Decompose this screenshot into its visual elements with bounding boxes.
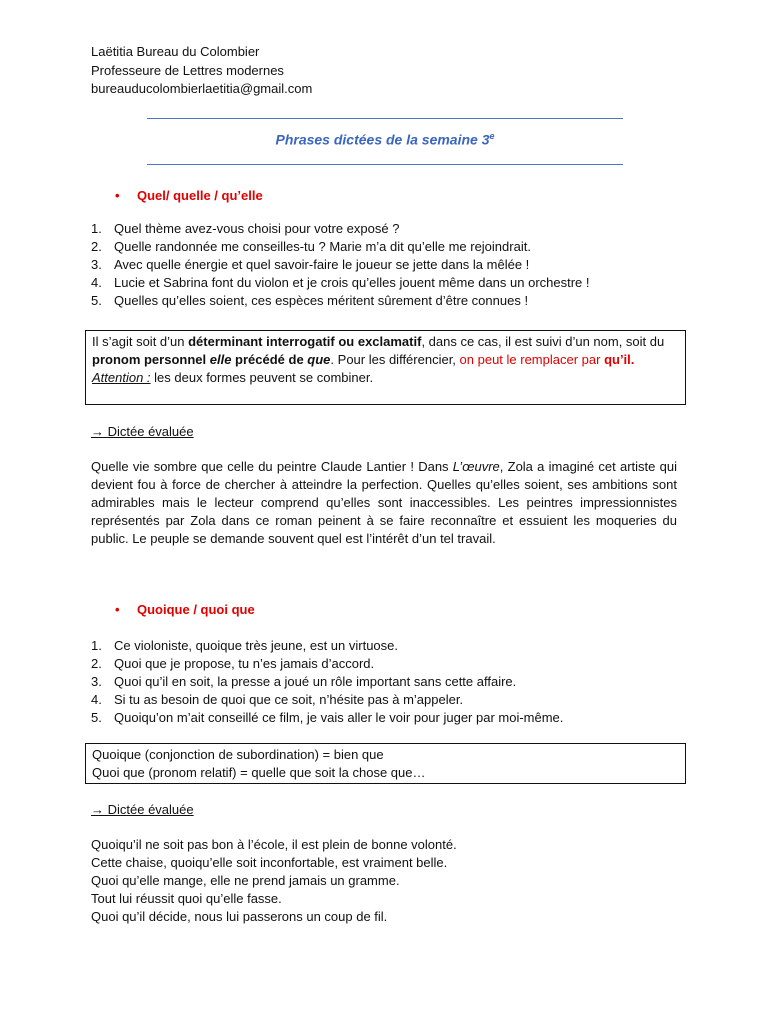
box-bold: précédé de [231,352,308,367]
bullet-icon: • [115,188,120,203]
title-rule-bottom [147,164,623,165]
eval-label-text: → Dictée évaluée [91,424,194,439]
author-role: Professeure de Lettres modernes [91,62,284,78]
list-text: Quelles qu’elles soient, ces espèces méritent sûrement d’être connues ! [114,293,529,308]
list-item [91,709,563,727]
section2-dictation [91,836,457,926]
dictation-text: , Zola a imaginé cet artiste qui devient fou à force de chercher à atteindre la perfection. Quelles qu’elles soient, ses ambitions sont admirables mais le lecteur comprend qu’elles sont inaccessibles. Les peintres impressionnistes représentés par Zola dans ce roman peinent à se faire reconnaître et essuient les moqueries du public. Le peuple se demande souvent quel est l’intérêt d’un tel travail. [91,459,677,546]
dictation-line: Cette chaise, quoiqu’elle soit inconfortable, est vraiment belle. [91,855,448,870]
list-item [91,238,590,256]
section1-heading-text: Quel/ quelle / qu’elle [137,188,263,203]
dictation-line: Quoi qu’il décide, nous lui passerons un coup de fil. [91,909,388,924]
box-text: Il s’agit soit d’un [92,334,189,349]
section2-heading-text: Quoique / quoi que [137,602,255,617]
list-number: 5. [91,710,102,725]
dictation-work-title: L’œuvre [452,459,500,474]
list-text: Quelle randonnée me conseilles-tu ? Marie m’a dit qu’elle me rejoindrait. [114,239,531,254]
section1-list [91,220,590,310]
list-item [91,691,563,709]
dictation-line: Tout lui réussit quoi qu’elle fasse. [91,891,282,906]
box-red-text: on peut le remplacer par [459,352,605,367]
list-item [91,673,563,691]
list-number: 2. [91,656,102,671]
list-number: 3. [91,674,102,689]
list-text: Si tu as besoin de quoi que ce soit, n’hésite pas à m’appeler. [114,692,464,707]
page-title [147,131,623,148]
box-text: , dans ce cas, il est suivi d’un nom, soit du [421,334,665,349]
list-number: 4. [91,692,102,707]
dictation-line: Quoi qu’elle mange, elle ne prend jamais un gramme. [91,873,400,888]
box-bold-italic: que [307,352,331,367]
list-number: 1. [91,221,102,236]
section2-eval-label [91,802,194,817]
box-bold-italic: elle [209,352,232,367]
list-item [91,256,590,274]
page-title-text: Phrases dictées de la semaine 3 [275,131,490,148]
dictation-line: Quoiqu’il ne soit pas bon à l’école, il est plein de bonne volonté. [91,837,457,852]
list-item [91,220,590,238]
list-text: Quoiqu’on m’ait conseillé ce film, je vais aller le voir pour juger par moi-même. [114,710,564,725]
list-number: 2. [91,239,102,254]
list-item [91,655,563,673]
list-text: Quoi que je propose, tu n’es jamais d’accord. [114,656,375,671]
list-item [91,637,563,655]
rule-box-quel [85,330,686,405]
box-red-bold: qu’il. [604,352,635,367]
list-text: Quel thème avez-vous choisi pour votre exposé ? [114,221,400,236]
page-title-sup: e [489,131,495,141]
box-bold: pronom personnel [92,352,210,367]
list-number: 3. [91,257,102,272]
box-text: les deux formes peuvent se combiner. [150,370,374,385]
bullet-icon: • [115,602,120,617]
list-text: Lucie et Sabrina font du violon et je crois qu’elles jouent même dans un orchestre ! [114,275,590,290]
title-rule-top [147,118,623,119]
rule-box-quoique [85,743,686,784]
section1-eval-label [91,424,194,439]
section2-heading [115,602,255,617]
box-text: . Pour les différencier, [330,352,460,367]
list-number: 1. [91,638,102,653]
dictation-text: Quelle vie sombre que celle du peintre Claude Lantier ! Dans [91,459,453,474]
box-bold: déterminant interrogatif ou exclamatif [188,334,422,349]
eval-label-text: → Dictée évaluée [91,802,194,817]
section2-list [91,637,563,727]
list-text: Quoi qu’il en soit, la presse a joué un rôle important sans cette affaire. [114,674,517,689]
box-line: Quoique (conjonction de subordination) = bien que [92,747,384,762]
list-number: 5. [91,293,102,308]
section1-dictation [91,458,677,548]
list-text: Avec quelle énergie et quel savoir-faire le joueur se jette dans la mêlée ! [114,257,530,272]
author-block [91,43,312,99]
author-name: Laëtitia Bureau du Colombier [91,44,260,59]
attention-label: Attention : [92,370,151,385]
list-number: 4. [91,275,102,290]
author-email: bureauducolombierlaetitia@gmail.com [91,81,313,96]
box-line: Quoi que (pronom relatif) = quelle que soit la chose que… [92,765,426,780]
list-text: Ce violoniste, quoique très jeune, est un virtuose. [114,638,399,653]
section1-heading [115,188,263,203]
list-item [91,274,590,292]
list-item [91,292,590,310]
